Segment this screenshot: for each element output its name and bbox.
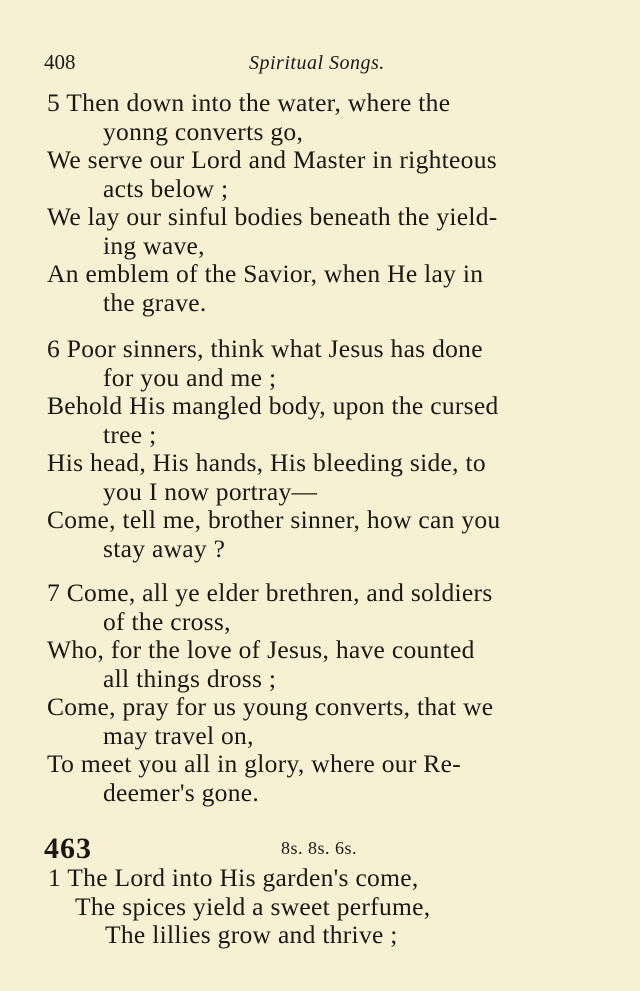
running-title: Spiritual Songs.	[249, 52, 385, 74]
verse-line: ing wave,	[103, 231, 205, 260]
verse-line: you I now portray—	[103, 477, 318, 506]
verse-line: 1 The Lord into His garden's come,	[48, 863, 419, 892]
verse-line: To meet you all in glory, where our Re-	[47, 749, 462, 778]
verse-line: stay away ?	[103, 534, 226, 563]
verse-line: deemer's gone.	[103, 778, 260, 807]
verse-line: of the cross,	[103, 607, 231, 636]
verse-line: An emblem of the Savior, when He lay in	[47, 259, 484, 288]
page-header	[44, 50, 604, 80]
verse-line: Who, for the love of Jesus, have counted	[47, 635, 475, 664]
verse-line: Behold His mangled body, upon the cursed	[47, 391, 499, 420]
verse-line: tree ;	[103, 420, 157, 449]
hymn-meter: 8s. 8s. 6s.	[281, 838, 358, 858]
verse-line: The lillies grow and thrive ;	[105, 920, 398, 949]
verse-line: acts below ;	[103, 174, 229, 203]
verse-line: Come, pray for us young converts, that we	[47, 692, 494, 721]
verse-line: 7 Come, all ye elder brethren, and soldiers	[47, 578, 493, 607]
verse-line: The spices yield a sweet perfume,	[75, 892, 431, 921]
verse-line: the grave.	[103, 288, 207, 317]
verse-line: yonng converts go,	[103, 117, 304, 146]
verse-line: His head, His hands, His bleeding side, to	[47, 448, 486, 477]
verse-line: Come, tell me, brother sinner, how can you	[47, 505, 501, 534]
verse-line: for you and me ;	[103, 363, 277, 392]
verse-line: 6 Poor sinners, think what Jesus has done	[47, 334, 483, 363]
verse-line: may travel on,	[103, 721, 254, 750]
page-number: 408	[44, 50, 76, 74]
verse-line: We serve our Lord and Master in righteous	[47, 145, 497, 174]
verse-line: 5 Then down into the water, where the	[47, 88, 451, 117]
hymn-number: 463	[44, 832, 92, 865]
verse-line: all things dross ;	[103, 664, 277, 693]
verse-line: We lay our sinful bodies beneath the yield-	[47, 202, 498, 231]
